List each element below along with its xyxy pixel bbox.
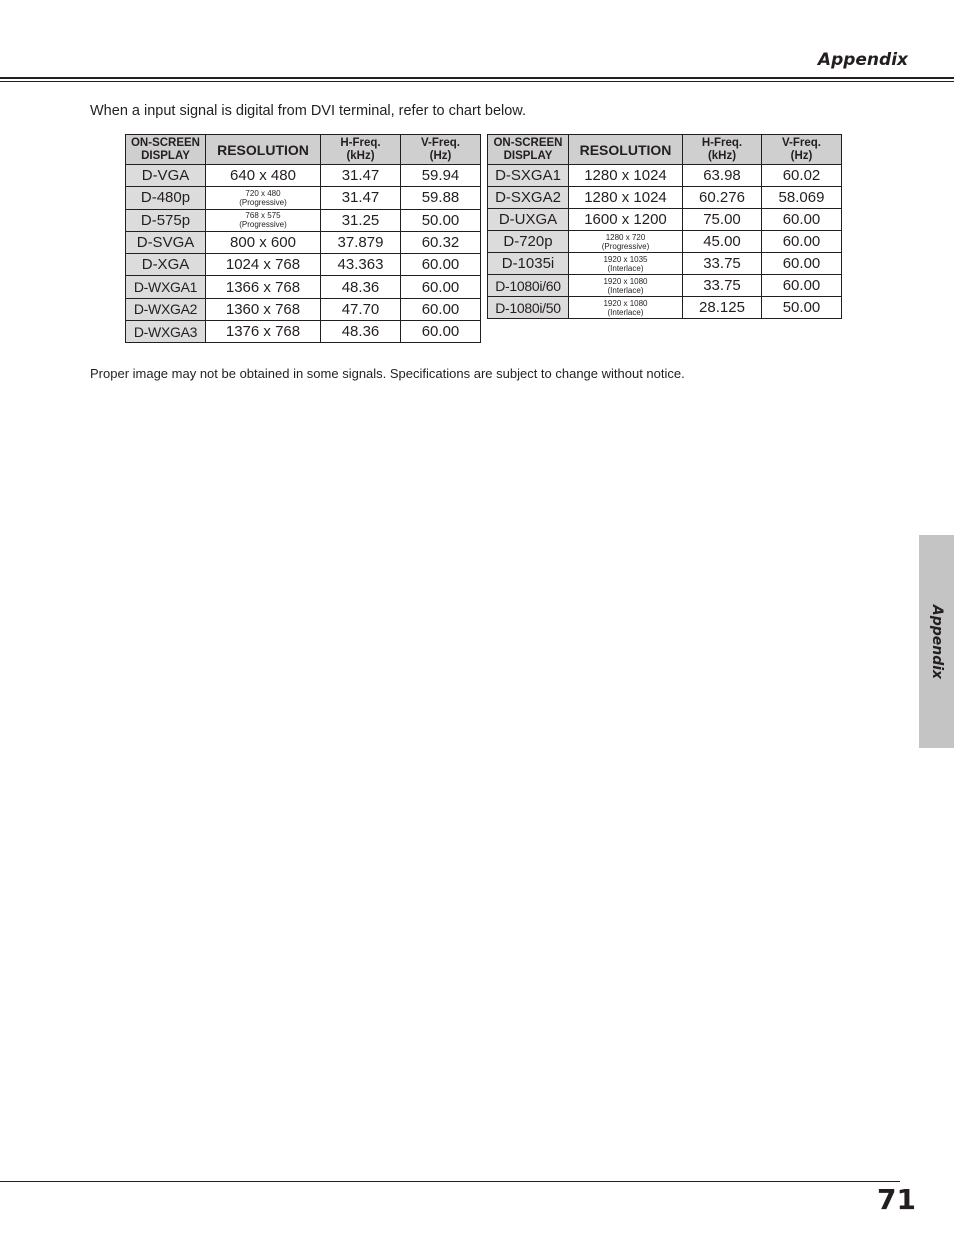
table-row — [488, 165, 842, 187]
appendix-side-tab — [919, 535, 954, 748]
resolution-cell: 720 x 480 (Progressive) — [206, 187, 321, 209]
page-section-title: Appendix — [817, 50, 908, 70]
vfreq-cell: 59.94 — [401, 165, 481, 187]
resolution-cell: 1600 x 1200 — [569, 209, 683, 231]
resolution-cell: 1376 x 768 — [206, 321, 321, 343]
vfreq-cell: 60.00 — [401, 321, 481, 343]
col-header-display: ON-SCREEN DISPLAY — [126, 135, 206, 165]
resolution-cell: 1280 x 720 (Progressive) — [569, 231, 683, 253]
resolution-cell: 1920 x 1080 (Interlace) — [569, 297, 683, 319]
col-header-hfreq: H-Freq. (kHz) — [683, 135, 762, 165]
display-cell: D-SVGA — [126, 231, 206, 253]
header-rule-thin — [0, 81, 954, 82]
vfreq-cell: 60.32 — [401, 231, 481, 253]
display-cell: D-1080i/60 — [488, 275, 569, 297]
table-row — [126, 187, 481, 209]
col-header-vfreq: V-Freq. (Hz) — [401, 135, 481, 165]
display-cell: D-XGA — [126, 254, 206, 276]
signal-table-left — [125, 134, 481, 343]
resolution-cell: 1280 x 1024 — [569, 187, 683, 209]
signal-table-right — [487, 134, 842, 319]
side-tab-label: Appendix — [928, 604, 945, 679]
hfreq-cell: 31.25 — [321, 209, 401, 231]
vfreq-cell: 59.88 — [401, 187, 481, 209]
table-row — [126, 276, 481, 298]
vfreq-cell: 60.02 — [762, 165, 842, 187]
display-cell: D-1080i/50 — [488, 297, 569, 319]
display-cell: D-SXGA1 — [488, 165, 569, 187]
resolution-cell: 1366 x 768 — [206, 276, 321, 298]
hfreq-cell: 31.47 — [321, 165, 401, 187]
vfreq-cell: 60.00 — [762, 231, 842, 253]
hfreq-cell: 43.363 — [321, 254, 401, 276]
table-row — [488, 231, 842, 253]
vfreq-cell: 60.00 — [762, 209, 842, 231]
display-cell: D-WXGA1 — [126, 276, 206, 298]
vfreq-cell: 60.00 — [401, 276, 481, 298]
table-row — [126, 209, 481, 231]
page-number: 71 — [877, 1183, 916, 1216]
vfreq-cell: 60.00 — [762, 253, 842, 275]
resolution-cell: 768 x 575 (Progressive) — [206, 209, 321, 231]
resolution-cell: 800 x 600 — [206, 231, 321, 253]
table-row — [126, 254, 481, 276]
resolution-cell: 1920 x 1035 (Interlace) — [569, 253, 683, 275]
resolution-cell: 1360 x 768 — [206, 298, 321, 320]
table-row — [126, 298, 481, 320]
table-row — [126, 165, 481, 187]
display-cell: D-SXGA2 — [488, 187, 569, 209]
resolution-cell: 640 x 480 — [206, 165, 321, 187]
header-rule — [0, 77, 954, 79]
display-cell: D-WXGA3 — [126, 321, 206, 343]
footnote-text: Proper image may not be obtained in some signals. Specifications are subject to change without notice. — [90, 366, 685, 381]
col-header-resolution: RESOLUTION — [569, 135, 683, 165]
vfreq-cell: 50.00 — [401, 209, 481, 231]
display-cell: D-480p — [126, 187, 206, 209]
vfreq-cell: 50.00 — [762, 297, 842, 319]
table-row — [126, 321, 481, 343]
table-row — [488, 253, 842, 275]
table-row — [488, 187, 842, 209]
display-cell: D-575p — [126, 209, 206, 231]
hfreq-cell: 47.70 — [321, 298, 401, 320]
vfreq-cell: 60.00 — [401, 254, 481, 276]
vfreq-cell: 60.00 — [762, 275, 842, 297]
footer-rule — [0, 1181, 900, 1182]
hfreq-cell: 37.879 — [321, 231, 401, 253]
table-row — [488, 275, 842, 297]
display-cell: D-WXGA2 — [126, 298, 206, 320]
display-cell: D-UXGA — [488, 209, 569, 231]
display-cell: D-1035i — [488, 253, 569, 275]
col-header-resolution: RESOLUTION — [206, 135, 321, 165]
hfreq-cell: 60.276 — [683, 187, 762, 209]
intro-text: When a input signal is digital from DVI terminal, refer to chart below. — [90, 103, 526, 119]
table-row — [488, 297, 842, 319]
hfreq-cell: 45.00 — [683, 231, 762, 253]
hfreq-cell: 63.98 — [683, 165, 762, 187]
hfreq-cell: 33.75 — [683, 253, 762, 275]
table-header-row — [126, 135, 481, 165]
table-row — [126, 231, 481, 253]
resolution-cell: 1024 x 768 — [206, 254, 321, 276]
table-header-row — [488, 135, 842, 165]
col-header-vfreq: V-Freq. (Hz) — [762, 135, 842, 165]
hfreq-cell: 31.47 — [321, 187, 401, 209]
resolution-cell: 1920 x 1080 (Interlace) — [569, 275, 683, 297]
hfreq-cell: 33.75 — [683, 275, 762, 297]
col-header-display: ON-SCREEN DISPLAY — [488, 135, 569, 165]
col-header-hfreq: H-Freq. (kHz) — [321, 135, 401, 165]
hfreq-cell: 48.36 — [321, 321, 401, 343]
table-row — [488, 209, 842, 231]
hfreq-cell: 75.00 — [683, 209, 762, 231]
resolution-cell: 1280 x 1024 — [569, 165, 683, 187]
vfreq-cell: 60.00 — [401, 298, 481, 320]
vfreq-cell: 58.069 — [762, 187, 842, 209]
display-cell: D-VGA — [126, 165, 206, 187]
hfreq-cell: 48.36 — [321, 276, 401, 298]
hfreq-cell: 28.125 — [683, 297, 762, 319]
display-cell: D-720p — [488, 231, 569, 253]
